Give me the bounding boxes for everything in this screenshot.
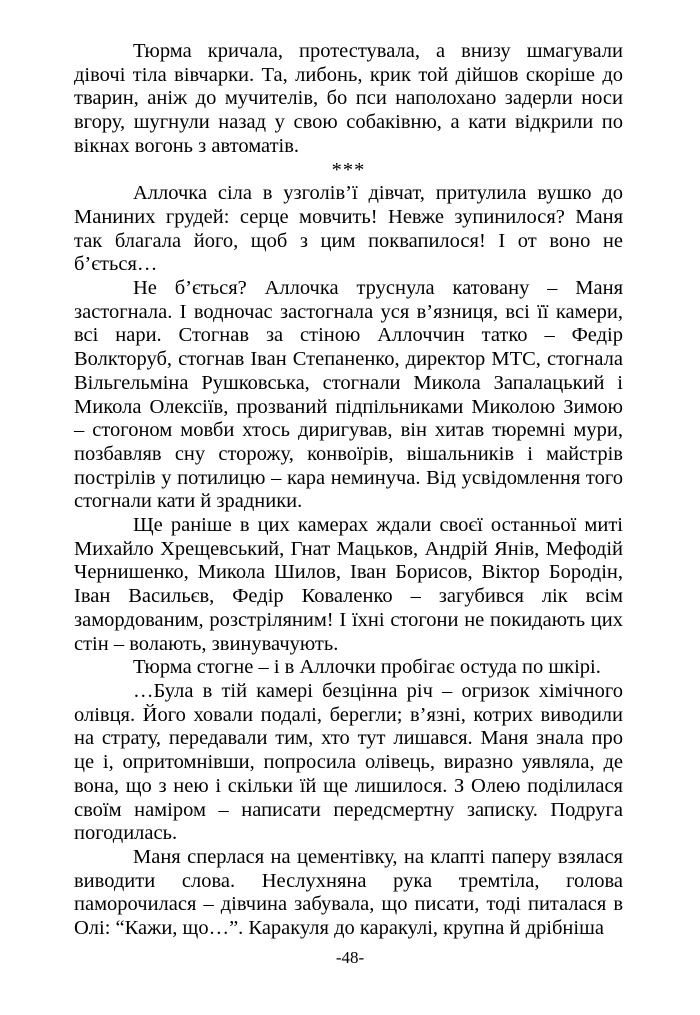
paragraph: Маня сперлася на цементівку, на клапті паперу взялася виводити слова. Неслухняна рука тремтіла, голова паморочилася – дівчина забувала, що писати, тоді питалася в Олі: “Кажи, що…”. Каракуля до каракулі, крупна й дрібніша	[74, 845, 623, 940]
paragraph: Аллочка сіла в узголів’ї дівчат, притулила вушко до Маниних грудей: серце мовчить! Невже зупинилося? Маня так благала його, щоб з цим поквапилося! І от воно не б’ється…	[74, 182, 623, 276]
page-number: -48-	[335, 948, 365, 967]
paragraph: Ще раніше в цих камерах ждали своєї останньої миті Михайло Хрещевський, Гнат Мацьков, Андрій Янів, Мефодій Чернишенко, Микола Шилов, Іван Борисов, Віктор Бородін, Іван Васильєв, Федір Коваленко – загубився лік всім замордованим, розстріляним! І їхні стогони не покидають цих стін – волають, звинувачують.	[74, 514, 623, 655]
section-separator: ***	[331, 158, 366, 181]
paragraph: Тюрма стогне – і в Аллочки пробігає остуда по шкірі.	[133, 656, 601, 679]
paragraph: Тюрма кричала, протестувала, а внизу шмагували дівочі тіла вівчарки. Та, либонь, крик той дійшов скоріше до тварин, аніж до мучителів, бо пси наполохано задерли носи вгору, шугнули назад у свою собаківню, а кати відкрили по вікнах вогонь з автоматів.	[74, 40, 623, 157]
page-body	[74, 40, 623, 941]
paragraph: Не б’ється? Аллочка труснула катовану – Маня застогнала. І водночас застогнала уся в’язниця, всі її камери, всі нари. Стогнав за стіною Аллоччин татко – Федір Волкторуб, стогнав Іван Степаненко, директор МТС, стогнала Вільгельміна Рушковська, стогнали Микола Запалацький і Микола Олексіїв, прозваний підпільниками Миколою Зимою – стогоном мовби хтось диригував, він хитав тюремні мури, позбавляв сну сторожу, конвоїрів, вішальників і майстрів пострілів у потилицю – кара неминуча. Від усвідомлення того стогнали кати й зрадники.	[74, 277, 623, 513]
paragraph: …Була в тій камері безцінна річ – огризок хімічного олівця. Його ховали подалі, берегли; в’язні, котрих виводили на страту, передавали тим, хто тут лишався. Маня знала про це і, опритомнівши, попросила олівець, виразно уявляла, де вона, що з нею і скільки їй ще лишилося. З Олею поділилася своїм наміром – написати передсмертну записку. Подруга погодилась.	[74, 679, 623, 845]
